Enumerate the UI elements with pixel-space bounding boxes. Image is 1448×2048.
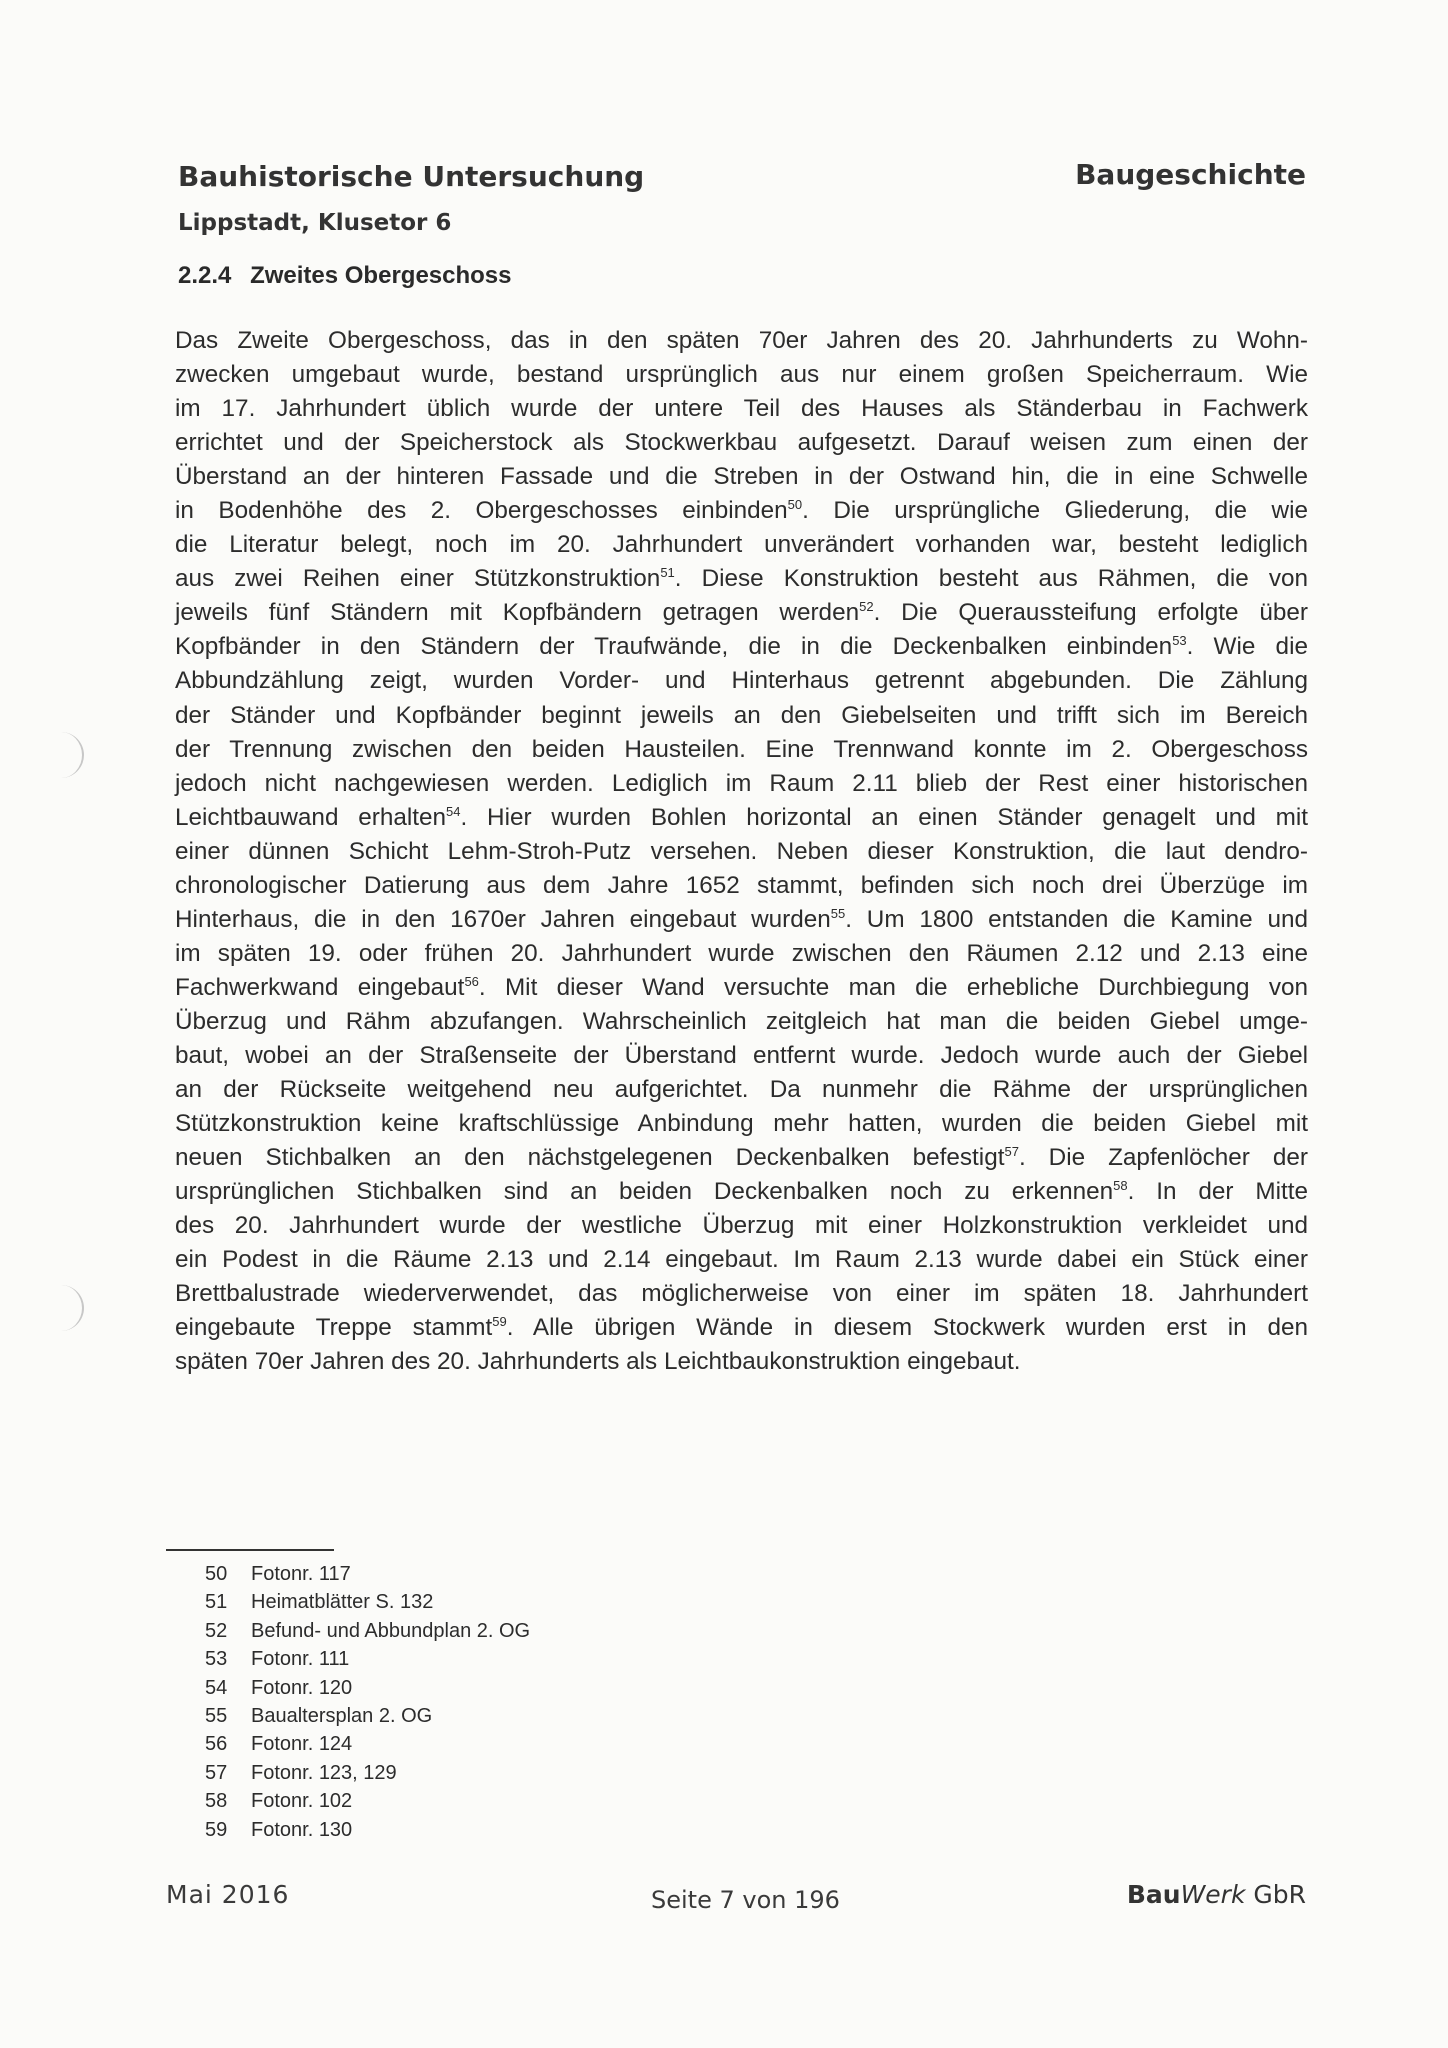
- footnote-item: [205, 1617, 530, 1645]
- body-line: [175, 1209, 1308, 1243]
- footnote-text: Fotonr. 117: [251, 1563, 351, 1585]
- company-suffix: GbR: [1245, 1880, 1306, 1909]
- body-text-run: . Wie die: [1186, 633, 1308, 661]
- body-text-run: . Die ursprüngliche Gliederung, die wie: [802, 497, 1308, 525]
- footnote-item: [205, 1674, 530, 1702]
- body-line: [175, 903, 1308, 937]
- body-line: [175, 937, 1308, 971]
- section-number: 2.2.4: [178, 262, 232, 289]
- body-text-run: einer dünnen Schicht Lehm-Stroh-Putz versehen. Neben dieser Konstruktion, die laut dendro-: [175, 837, 1308, 865]
- body-text-run: . Hier wurden Bohlen horizontal an einen Ständer genagelt und mit: [460, 803, 1308, 831]
- body-text-run: Brettbalustrade wiederverwendet, das möglicherweise von einer im späten 18. Jahrhundert: [175, 1280, 1308, 1308]
- body-text-run: des 20. Jahrhundert wurde der westliche Überzug mit einer Holzkonstruktion verkleidet und: [175, 1212, 1308, 1240]
- footnote-text: Fotonr. 120: [251, 1676, 353, 1699]
- body-line: [175, 835, 1308, 869]
- body-line: [175, 1175, 1308, 1209]
- footnote-text: Fotonr. 124: [251, 1733, 353, 1756]
- footnote-text: Baualtersplan 2. OG: [251, 1705, 433, 1728]
- punch-hole-mark: [52, 1285, 84, 1331]
- body-line: [175, 699, 1308, 733]
- footer-company: [1127, 1880, 1306, 1909]
- body-text-run: . Diese Konstruktion besteht aus Rähmen, die von: [674, 565, 1308, 593]
- body-text-run: . Die Queraussteifung erfolgte über: [873, 599, 1308, 627]
- body-text-run: die Literatur belegt, noch im 20. Jahrhundert unverändert vorhanden war, besteht lediglich: [175, 531, 1308, 559]
- body-line: [175, 1107, 1308, 1141]
- footnote-reference[interactable]: 56: [464, 973, 479, 989]
- body-line: [175, 528, 1308, 562]
- body-line: [175, 1243, 1308, 1277]
- body-text-run: neuen Stichbalken an den nächstgelegenen Deckenbalken befestigt: [175, 1144, 1005, 1172]
- body-line: [175, 1005, 1308, 1039]
- footnote-divider: [166, 1549, 334, 1551]
- body-paragraph: [175, 324, 1308, 1379]
- section-heading: [178, 262, 512, 290]
- body-line: [175, 1277, 1308, 1311]
- body-text-run: . Um 1800 entstanden die Kamine und: [845, 905, 1308, 933]
- body-text-run: . Mit dieser Wand versuchte man die erhebliche Durchbiegung von: [478, 973, 1308, 1001]
- body-line: [175, 869, 1308, 903]
- body-line: [175, 664, 1308, 698]
- footnote-text: Befund- und Abbundplan 2. OG: [251, 1619, 531, 1642]
- body-line: [175, 1345, 1308, 1379]
- footer-date: Mai 2016: [166, 1880, 290, 1909]
- footnote-reference[interactable]: 59: [492, 1314, 507, 1330]
- body-line: [175, 460, 1308, 494]
- body-text-run: Überstand an der hinteren Fassade und die Streben in der Ostwand hin, die in eine Schwelle: [175, 463, 1308, 491]
- footnote-reference[interactable]: 51: [660, 565, 675, 581]
- footnote-item: [205, 1560, 530, 1588]
- footnote-reference[interactable]: 58: [1113, 1178, 1128, 1194]
- body-line: [175, 596, 1308, 630]
- section-label: Baugeschichte: [1075, 158, 1306, 191]
- footnote-item: [205, 1730, 530, 1758]
- body-line: [175, 1141, 1308, 1175]
- body-text-run: ein Podest in die Räume 2.13 und 2.14 eingebaut. Im Raum 2.13 wurde dabei ein Stück einer: [175, 1246, 1308, 1274]
- footnote-text: Fotonr. 111: [251, 1648, 350, 1671]
- body-text-run: der Ständer und Kopfbänder beginnt jeweils an den Giebelseiten und trifft sich im Bereich: [175, 701, 1308, 729]
- body-line: [175, 971, 1308, 1005]
- footnote-number: 51: [205, 1591, 228, 1614]
- footnote-reference[interactable]: 54: [446, 803, 461, 819]
- footnote-reference[interactable]: 57: [1004, 1144, 1019, 1160]
- report-subtitle: Lippstadt, Klusetor 6: [178, 210, 452, 236]
- body-line: [175, 392, 1308, 426]
- footnote-number: 57: [205, 1761, 228, 1784]
- body-text-run: Abbundzählung zeigt, wurden Vorder- und Hinterhaus getrennt abgebunden. Die Zählung: [175, 667, 1308, 695]
- footnote-item: [205, 1588, 530, 1616]
- footnote-number: 53: [205, 1648, 228, 1671]
- body-line: [175, 1039, 1308, 1073]
- footnote-text: Fotonr. 123, 129: [251, 1761, 397, 1784]
- footnote-number: 52: [205, 1619, 228, 1642]
- body-text-run: Stützkonstruktion keine kraftschlüssige Anbindung mehr hatten, wurden die beiden Giebel mit: [175, 1110, 1308, 1138]
- footnote-item: [205, 1787, 530, 1815]
- body-text-run: chronologischer Datierung aus dem Jahre 1652 stammt, befinden sich noch drei Überzüge im: [175, 871, 1308, 899]
- footnote-item: [205, 1816, 530, 1844]
- body-line: [175, 630, 1308, 664]
- body-line: [175, 733, 1308, 767]
- footnote-reference[interactable]: 53: [1172, 633, 1187, 649]
- body-line: [175, 801, 1308, 835]
- body-text-run: in Bodenhöhe des 2. Obergeschosses einbinden: [175, 497, 788, 525]
- body-text-run: im späten 19. oder frühen 20. Jahrhundert wurde zwischen den Räumen 2.12 und 2.13 eine: [175, 939, 1308, 967]
- body-text-run: im 17. Jahrhundert üblich wurde der untere Teil des Hauses als Ständerbau in Fachwerk: [175, 395, 1308, 423]
- body-text-run: . Die Zapfenlöcher der: [1018, 1144, 1308, 1172]
- footnote-item: [205, 1702, 530, 1730]
- body-text-run: aus zwei Reihen einer Stützkonstruktion: [175, 565, 661, 593]
- body-text-run: Leichtbauwand erhalten: [175, 803, 447, 831]
- body-line: [175, 562, 1308, 596]
- footnote-item: [205, 1645, 530, 1673]
- body-line: [175, 494, 1308, 528]
- body-text-run: . Alle übrigen Wände in diesem Stockwerk wurden erst in den: [506, 1314, 1308, 1342]
- body-text-run: jeweils fünf Ständern mit Kopfbändern getragen werden: [175, 599, 860, 627]
- body-text-run: Überzug und Rähm abzufangen. Wahrscheinlich zeitgleich hat man die beiden Giebel umge-: [175, 1007, 1308, 1035]
- body-text-run: Hinterhaus, die in den 1670er Jahren eingebaut wurden: [175, 905, 831, 933]
- body-text-run: Das Zweite Obergeschoss, das in den späten 70er Jahren des 20. Jahrhunderts zu Wohn-: [175, 327, 1308, 354]
- body-text-run: eingebaute Treppe stammt: [175, 1314, 493, 1342]
- footer-page-number: Seite 7 von 196: [651, 1886, 840, 1914]
- punch-hole-mark: [52, 732, 84, 778]
- footnote-reference[interactable]: 55: [830, 905, 846, 921]
- body-text-run: Kopfbänder in den Ständern der Traufwände, die in die Deckenbalken einbinden: [175, 633, 1173, 661]
- body-text-run: errichtet und der Speicherstock als Stockwerkbau aufgesetzt. Darauf weisen zum einen der: [175, 429, 1308, 457]
- footnote-number: 56: [205, 1733, 228, 1756]
- body-line: [175, 1311, 1308, 1345]
- body-text-run: der Trennung zwischen den beiden Hausteilen. Eine Trennwand konnte im 2. Obergeschoss: [175, 735, 1308, 763]
- footnote-number: 54: [205, 1676, 228, 1699]
- body-line: [175, 767, 1308, 801]
- body-line: [175, 324, 1308, 358]
- footnote-number: 55: [205, 1705, 228, 1728]
- footnote-reference[interactable]: 52: [859, 599, 874, 615]
- footnote-reference[interactable]: 50: [787, 497, 803, 513]
- footnote-number: 58: [205, 1790, 228, 1813]
- body-text-run: baut, wobei an der Straßenseite der Überstand entfernt wurde. Jedoch wurde auch der Giebel: [175, 1041, 1308, 1069]
- section-title: Zweites Obergeschoss: [250, 262, 512, 289]
- body-text-run: Fachwerkwand eingebaut: [175, 973, 465, 1001]
- footnote-text: Heimatblätter S. 132: [251, 1591, 434, 1614]
- footnote-text: Fotonr. 102: [251, 1790, 353, 1813]
- footnote-number: 59: [205, 1818, 228, 1841]
- body-text-run: . In der Mitte: [1127, 1178, 1308, 1206]
- footnote-number: 50: [205, 1563, 228, 1585]
- footnote-list: [205, 1560, 530, 1844]
- body-text-run: an der Rückseite weitgehend neu aufgerichtet. Da nunmehr die Rähme der ursprünglichen: [175, 1076, 1308, 1104]
- company-bau: Bau: [1126, 1880, 1181, 1909]
- body-text-run: zwecken umgebaut wurde, bestand ursprünglich aus nur einem großen Speicherraum. Wie: [175, 361, 1308, 389]
- body-text-run: späten 70er Jahren des 20. Jahrhunderts als Leichtbaukonstruktion eingebaut.: [175, 1348, 1021, 1376]
- report-title: Bauhistorische Untersuchung: [178, 160, 645, 193]
- company-werk: Werk: [1180, 1880, 1246, 1909]
- body-text-run: ursprünglichen Stichbalken sind an beiden Deckenbalken noch zu erkennen: [175, 1178, 1114, 1206]
- body-text-run: jedoch nicht nachgewiesen werden. Lediglich im Raum 2.11 blieb der Rest einer historischen: [175, 769, 1308, 797]
- footnote-item: [205, 1759, 530, 1787]
- body-line: [175, 1073, 1308, 1107]
- body-line: [175, 358, 1308, 392]
- footnote-text: Fotonr. 130: [251, 1818, 353, 1841]
- body-line: [175, 426, 1308, 460]
